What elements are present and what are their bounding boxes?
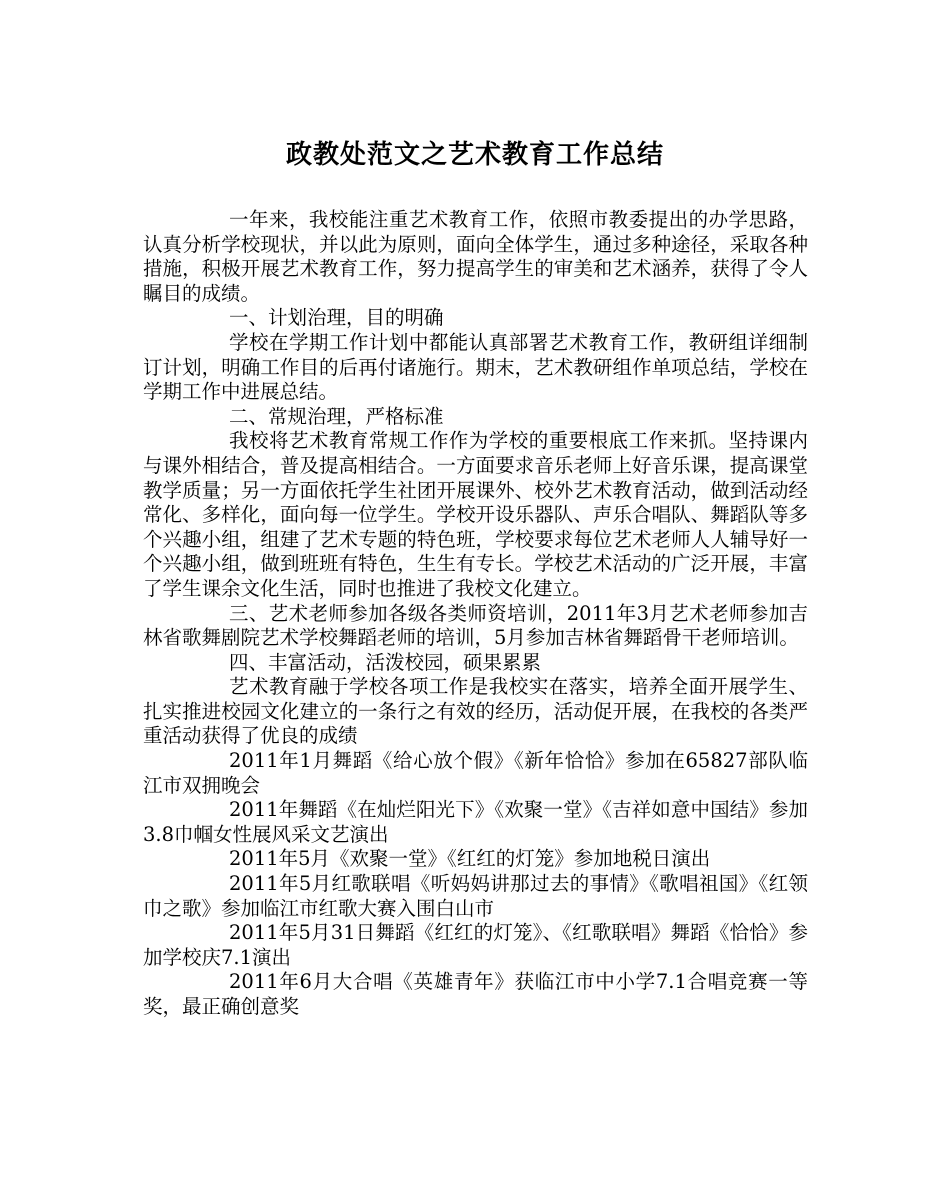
list-item-event: 2011年5月31日舞蹈《红红的灯笼》、《红歌联唱》舞蹈《恰恰》参加学校庆7.1演出 (143, 921, 808, 969)
document-title: 政教处范文之艺术教育工作总结 (285, 140, 664, 170)
section-heading-1: 一、计划治理，目的明确 (229, 306, 444, 330)
list-item-event: 2011年5月《欢聚一堂》《红红的灯笼》参加地税日演出 (229, 847, 711, 871)
paragraph-activities: 艺术教育融于学校各项工作是我校实在落实，培养全面开展学生、扎实推进校园文化建立的一条行之有效的经历，活动促开展，在我校的各类严重活动获得了优良的成绩 (143, 675, 808, 748)
list-item-event: 2011年5月红歌联唱《听妈妈讲那过去的事情》《歌唱祖国》《红领巾之歌》参加临江市红歌大赛入围白山市 (143, 872, 808, 920)
document-body (143, 208, 808, 1020)
section-heading-2: 二、常规治理，严格标准 (229, 404, 444, 428)
list-item-event: 2011年舞蹈《在灿烂阳光下》《欢聚一堂》《吉祥如意中国结》参加3.8巾帼女性展风采文艺演出 (143, 798, 808, 846)
list-item-event: 2011年6月大合唱《英雄青年》获临江市中小学7.1合唱竞赛一等奖，最正确创意奖 (143, 970, 808, 1018)
paragraph-planning: 学校在学期工作计划中都能认真部署艺术教育工作，教研组详细制订计划，明确工作目的后再付诸施行。期末，艺术教研组作单项总结，学校在学期工作中进展总结。 (143, 330, 808, 404)
paragraph-routine: 我校将艺术教育常规工作作为学校的重要根底工作来抓。坚持课内与课外相结合，普及提高相结合。一方面要求音乐老师上好音乐课，提高课堂教学质量；另一方面依托学生社团开展课外、校外艺术教育活动，做到活动经常化、多样化，面向每一位学生。学校开设乐器队、声乐合唱队、舞蹈队等多个兴趣小组，组建了艺术专题的特色班，学校要求每位艺术老师人人辅导好一个兴趣小组，做到班班有特色，生生有专长。学校艺术活动的广泛开展，丰富了学生课余文化生活，同时也推进了我校文化建立。 (143, 429, 808, 600)
section-heading-4: 四、丰富活动，活泼校园，硕果累累 (229, 650, 542, 674)
paragraph-intro: 一年来，我校能注重艺术教育工作，依照市教委提出的办学思路，认真分析学校现状，并以此为原则，面向全体学生，通过多种途径，采取各种措施，积极开展艺术教育工作，努力提高学生的审美和艺术涵养，获得了令人瞩目的成绩。 (143, 208, 808, 305)
paragraph-training: 三、艺术老师参加各级各类师资培训，2011年3月艺术老师参加吉林省歌舞剧院艺术学校舞蹈老师的培训，5月参加吉林省舞蹈骨干老师培训。 (143, 601, 808, 650)
list-item-event: 2011年1月舞蹈《给心放个假》《新年恰恰》参加在65827部队临江市双拥晚会 (143, 749, 808, 797)
